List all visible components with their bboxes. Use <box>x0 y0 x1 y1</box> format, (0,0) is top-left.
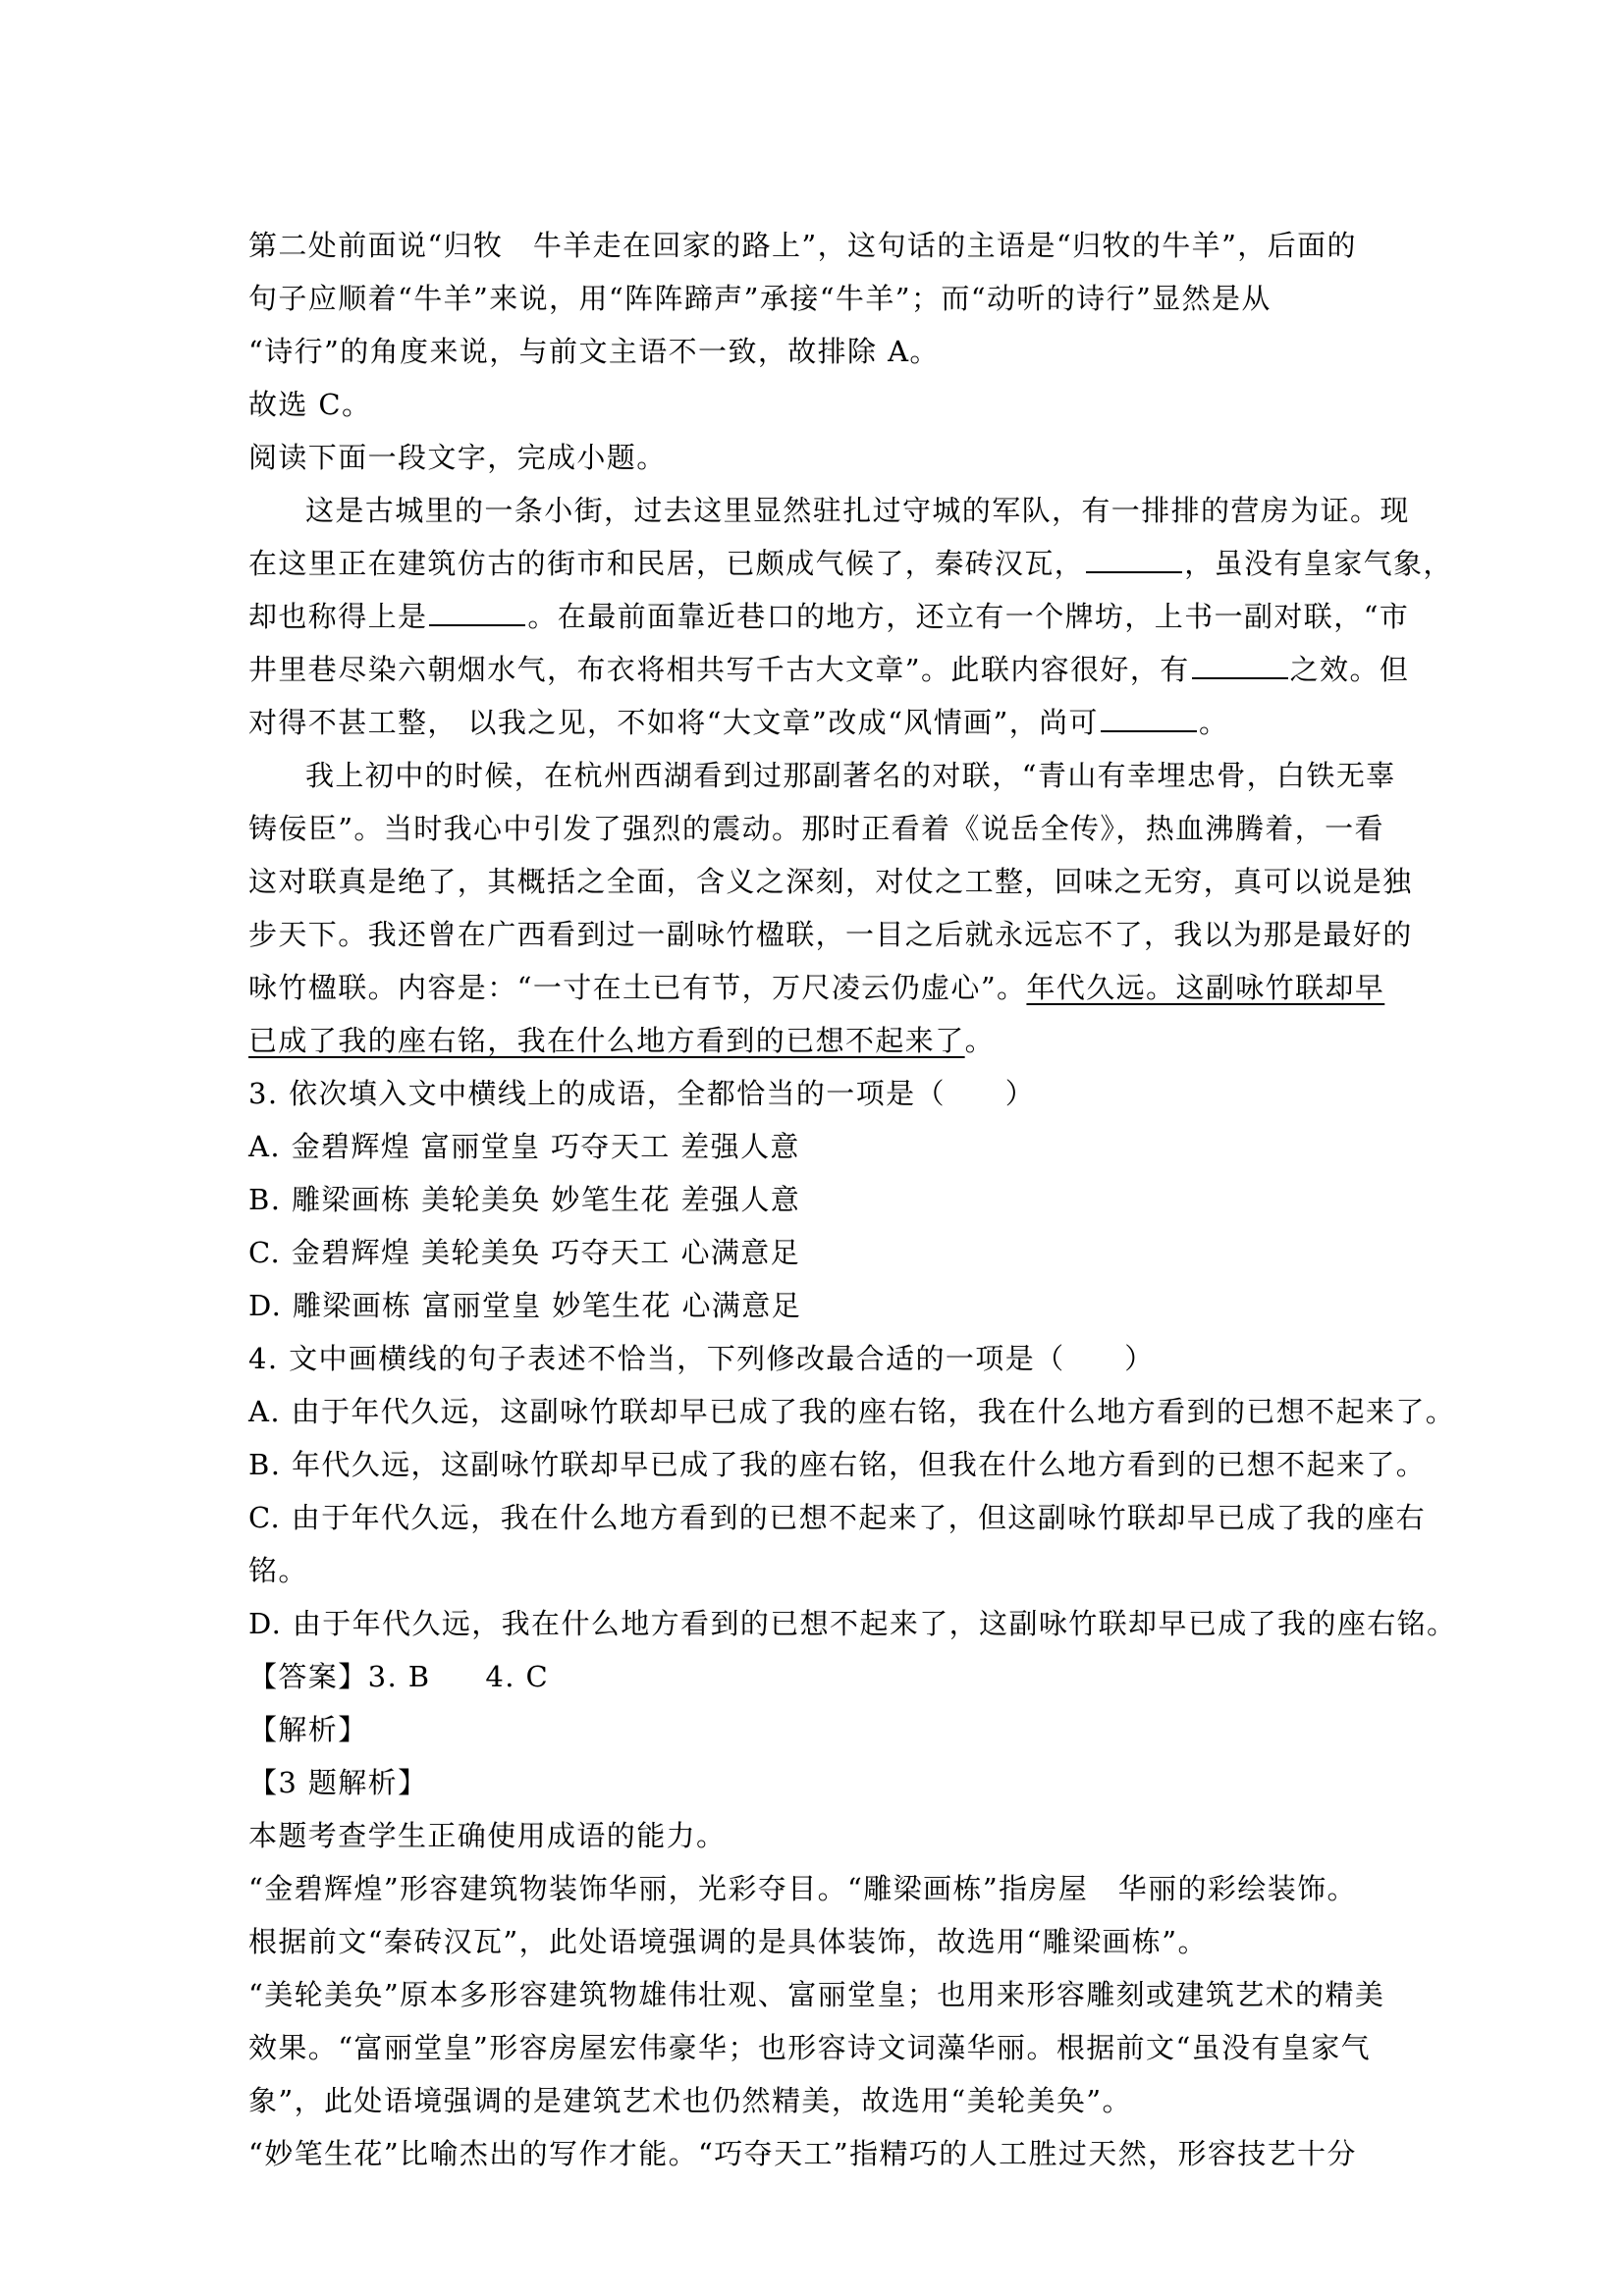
answer-4: 4. C <box>485 1660 550 1693</box>
analysis-line: “美轮美奂”原本多形容建筑物雄伟壮观、富丽堂皇；也用来形容雕刻或建筑艺术的精美 <box>248 1978 1385 2011</box>
question-option: A. 金碧辉煌 富丽堂皇 巧夺天工 差强人意 <box>248 1130 800 1163</box>
passage-text: 之效。但 <box>1289 653 1410 686</box>
fill-blank <box>1101 705 1197 732</box>
passage-text: ，虽没有皇家气象， <box>1184 547 1453 580</box>
passage-line <box>248 537 1453 590</box>
question-option: C. 金碧辉煌 美轮美奂 巧夺天工 心满意足 <box>248 1236 801 1269</box>
text-line: 句子应顺着“牛羊”来说，用“阵阵蹄声”承接“牛羊”；而“动听的诗行”显然是从 <box>248 282 1272 315</box>
passage-text: 。 <box>1198 706 1229 739</box>
question-option: B. 年代久远，这副咏竹联却早已成了我的座右铭，但我在什么地方看到的已想不起来了。 <box>248 1448 1427 1481</box>
answer-line <box>248 1650 1407 1703</box>
passage-text: 在这里正在建筑仿古的街市和民居，已颇成气候了，秦砖汉瓦， <box>248 547 1085 580</box>
analysis-line: 本题考查学生正确使用成语的能力。 <box>248 1819 727 1852</box>
question-option: B. 雕梁画栋 美轮美奂 妙笔生花 差强人意 <box>248 1183 801 1216</box>
passage-line <box>248 961 1407 1014</box>
fill-blank <box>1192 652 1288 679</box>
passage-line: 这是古城里的一条小街，过去这里显然驻扎过守城的军队，有一排排的营房为证。现 <box>305 494 1410 527</box>
analysis-line: “金碧辉煌”形容建筑物装饰华丽，光彩夺目。“雕梁画栋”指房屋 华丽的彩绘装饰。 <box>248 1872 1357 1905</box>
question-option: D. 雕梁画栋 富丽堂皇 妙笔生花 心满意足 <box>248 1289 802 1322</box>
analysis-3-label: 【3 题解析】 <box>248 1766 428 1799</box>
answer-3: 3. B <box>367 1660 431 1693</box>
passage-text: 。 <box>964 1024 996 1057</box>
passage-text: 对得不甚工整， 以我之见，不如将“大文章”改成“风情画”，尚可 <box>248 706 1099 739</box>
underlined-sentence: 年代久远。这副咏竹联却早 <box>1026 971 1385 1004</box>
question-stem: 4. 文中画横线的句子表述不恰当，下列修改最合适的一项是（ ） <box>248 1342 1155 1375</box>
passage-text: 咏竹楹联。内容是：“一寸在土已有节，万尺凌云仍虚心”。 <box>248 971 1027 1004</box>
passage-line: 我上初中的时候，在杭州西湖看到过那副著名的对联，“青山有幸埋忠骨，白铁无辜 <box>305 759 1396 792</box>
analysis-line: 象”，此处语境强调的是建筑艺术也仍然精美，故选用“美轮美奂”。 <box>248 2084 1132 2117</box>
passage-text: 井里巷尽染六朝烟水气，布衣将相共写千古大文章”。此联内容很好，有 <box>248 653 1190 686</box>
question-option: D. 由于年代久远，我在什么地方看到的已想不起来了，这副咏竹联却早已成了我的座右铭。 <box>248 1607 1457 1640</box>
question-option: C. 由于年代久远，我在什么地方看到的已想不起来了，但这副咏竹联却早已成了我的座右 <box>248 1501 1426 1534</box>
answer-label: 【答案】 <box>248 1660 368 1693</box>
text-line: 故选 C。 <box>248 388 372 421</box>
underlined-sentence: 已成了我的座右铭，我在什么地方看到的已想不起来了 <box>248 1024 965 1057</box>
analysis-line: 效果。“富丽堂皇”形容房屋宏伟豪华；也形容诗文词藻华丽。根据前文“虽没有皇家气 <box>248 2031 1372 2064</box>
text-line: 第二处前面说“归牧 牛羊走在回家的路上”，这句话的主语是“归牧的牛羊”，后面的 <box>248 229 1357 262</box>
passage-line: 步天下。我还曾在广西看到过一副咏竹楹联，一目之后就永远忘不了，我以为那是最好的 <box>248 918 1413 951</box>
fill-blank <box>429 599 525 626</box>
analysis-line: “妙笔生花”比喻杰出的写作才能。“巧夺天工”指精巧的人工胜过天然，形容技艺十分 <box>248 2137 1357 2170</box>
reading-instruction: 阅读下面一段文字，完成小题。 <box>248 441 667 474</box>
analysis-label: 【解析】 <box>248 1713 368 1746</box>
question-option: A. 由于年代久远，这副咏竹联却早已成了我的座右铭，我在什么地方看到的已想不起来了。 <box>248 1395 1456 1428</box>
fill-blank <box>1086 546 1182 573</box>
passage-line: 铸佞臣”。当时我心中引发了强烈的震动。那时正看着《说岳全传》，热血沸腾着，一看 <box>248 812 1384 845</box>
text-line: “诗行”的角度来说，与前文主语不一致，故排除 A。 <box>248 335 940 368</box>
question-option-continued: 铭。 <box>248 1554 308 1587</box>
passage-text: 。在最前面靠近巷口的地方，还立有一个牌坊，上书一副对联，“市 <box>527 600 1410 633</box>
passage-line <box>248 696 1407 749</box>
passage-line: 这对联真是绝了，其概括之全面，含义之深刻，对仗之工整，回味之无穷，真可以说是独 <box>248 865 1413 898</box>
analysis-line: 根据前文“秦砖汉瓦”，此处语境强调的是具体装饰，故选用“雕梁画栋”。 <box>248 1925 1208 1958</box>
passage-line <box>248 590 1410 643</box>
passage-text: 却也称得上是 <box>248 600 428 633</box>
document-body <box>248 219 1457 2180</box>
passage-line <box>248 643 1410 696</box>
question-stem: 3. 依次填入文中横线上的成语，全都恰当的一项是（ ） <box>248 1077 1036 1110</box>
passage-line <box>248 1014 1407 1067</box>
